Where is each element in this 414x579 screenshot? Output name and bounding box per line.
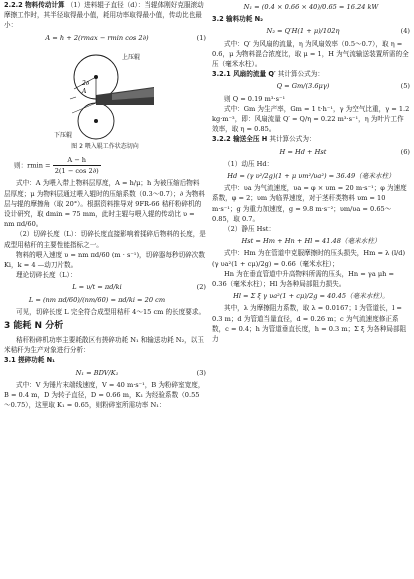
equation-hst-body: Hst = Hm + Hn + Hl = 41.48（毫米水柱） bbox=[241, 237, 381, 246]
equation-6-number: (6) bbox=[400, 147, 410, 156]
section-3-1-title: 3.1 搓碎功耗 N₁ bbox=[4, 356, 56, 365]
equation-1 bbox=[4, 33, 206, 43]
equation-3-number: (3) bbox=[196, 368, 206, 377]
section-2-2-2-title: 2.2.2 物料传动计算 bbox=[4, 1, 65, 9]
section-3-title: 3 能耗 N 分析 bbox=[4, 321, 64, 332]
equation-hl-body: Hl = Σ ξ γ υa²(1 + cμ)/2g = 40.45（毫米水柱）。 bbox=[233, 292, 389, 301]
equation-5-then: 则 Q = 0.19 m³·s⁻¹ bbox=[224, 94, 286, 103]
equation-1-number: (1) bbox=[196, 33, 206, 42]
dynamic-pressure-title: （1）动压 Hd： bbox=[224, 159, 274, 168]
section-3-2-1-heading bbox=[212, 69, 410, 79]
final-where-paragraph: 其中，λ 为摩擦阻力系数，取 λ = 0.0167；l 为管道长，l = 0.3 m；d 为管道当量直径，d = 0.26 m；c 为气流速度修正系数，c = 0.4；h 为管道垂直长度，h = 0.3 m；Σ ξ 为各种局部阻力 bbox=[212, 304, 407, 344]
equation-6-body: H = Hd + Hst bbox=[279, 147, 327, 156]
static-pressure-title: （2）静压 Hst： bbox=[224, 225, 276, 234]
label-angle: 2∂ bbox=[82, 79, 89, 87]
conclusion-paragraph: 可见，切碎长度 L 完全符合成型用秸秆 4～15 cm 的长度要求。 bbox=[16, 307, 206, 316]
section-3-2-1-title: 3.2.1 风扇的流量 Q′ bbox=[212, 70, 276, 79]
equation-n1-result bbox=[212, 2, 410, 12]
label-a: A bbox=[82, 87, 87, 95]
label-upper-roller: 上压辊 bbox=[122, 53, 141, 61]
equation-2b-body: L = (nm πd/60)/(nm/60) = πd/ki = 20 cm bbox=[28, 295, 166, 304]
equation-hd bbox=[212, 171, 410, 181]
theory-l-label: 理论切碎长度（L）： bbox=[16, 271, 77, 280]
equation-1-body: A = h + 2(rmax − rmin cos 2∂) bbox=[45, 33, 149, 42]
equation-hl bbox=[212, 291, 410, 301]
equation-4-where: 式中：Q′ 为风扇的流量，η 为风扇效率（0.5～0.7），取 η = 0.6，μ 为物料混合浓度比，取 μ = 1，H 为气流输送装置所需的全压（毫米水柱）。 bbox=[212, 39, 409, 69]
dynamic-pressure-where: 式中：υa 为气流速度，υa = φ × υm = 20 m·s⁻¹；φ 为速度系数，φ = 2；υm 为临界速度，对于茎秆类物料 υm = 10 m·s⁻¹；g 为重力加速度，g = 9.8 m·s⁻²；υm/υa = 0.65～0.85，取 0.7。 bbox=[212, 184, 407, 223]
equation-4-body: N₂ = Q′H(1 + μ)/102η bbox=[266, 27, 340, 36]
equation-hst bbox=[212, 236, 410, 246]
label-lower-roller: 下压辊 bbox=[54, 131, 73, 139]
equation-2b bbox=[4, 295, 206, 305]
equation-6 bbox=[212, 147, 410, 157]
right-column bbox=[212, 0, 410, 344]
section-3-2-2-title: 3.2.2 输送全压 H bbox=[212, 135, 268, 144]
figure-2-caption: 图 2 喂入辊工作状态切向 bbox=[71, 142, 139, 150]
equation-rmin bbox=[4, 155, 206, 176]
feed-speed-paragraph: 物料的喂入速度 υ = nm πd/60 (m · s⁻¹)，切碎器每秒切碎次数 Ki，k = 4 —动刀片数。 bbox=[4, 250, 205, 270]
equation-2-number: (2) bbox=[196, 283, 206, 292]
where-paragraph-1: 式中：A 为喂入带上物料层厚度，A = h/μ；h 为被压缩后物料层厚度；μ 为物料层通过喂入辊时的压缩系数（0.3～0.7）；∂ 为物料层与辊的摩擦角（取 20°）。根据资料推导对 9FR-66 秸秆粉碎机的设计研究，取 dmin = 75 mm，此时主辊与喂入辊的传动比 υ = nm πd/60。 bbox=[4, 179, 205, 229]
equation-hd-body: Hd = (γ υ²/2g)(1 + μ υm²/υa²) = 36.49（毫米水柱） bbox=[227, 172, 395, 181]
section-3-2-1-text: 其计算公式为： bbox=[277, 70, 324, 79]
figure-2 bbox=[4, 45, 206, 141]
section-2-2-2-paragraph bbox=[4, 0, 206, 31]
section-2-2-2-intro: （1）进料辊子直径（d）：当辊体刚好克服滚动摩擦工作时，其半径取得最小值，耗用功率取得最小值，传动比也最小： bbox=[4, 1, 204, 30]
equation-4 bbox=[212, 26, 410, 36]
section-3-intro: 秸秆粉碎机功率主要耗散区有搓碎功耗 N₁ 和输送功耗 N₂，以玉米秸秆为生产对象进行分析： bbox=[4, 336, 204, 355]
equation-5-where: 式中：Gm 为生产率，Gm = 1 t·h⁻¹，γ 为空气比重，γ = 1.2 kg·m⁻³，即：风扇流量 Q′ = Q/η = 0.22 m³·s⁻¹，η 为叶片工作效率，取 η = 0.85。 bbox=[212, 104, 410, 134]
rmin-numerator: A − h bbox=[53, 155, 101, 166]
equation-3 bbox=[4, 368, 206, 378]
roller-diagram bbox=[4, 45, 206, 141]
section-3-2-2-heading bbox=[212, 134, 410, 144]
rmin-prefix: 则：rmin = bbox=[14, 161, 51, 170]
left-column bbox=[4, 0, 206, 410]
rmin-fraction bbox=[53, 155, 101, 176]
equation-2a bbox=[4, 282, 206, 292]
section-3-2-2-text: 其计算公式为： bbox=[269, 135, 316, 144]
equation-n1-body: N₁ = (0.4 × 0.66 × 40)/0.65 = 16.24 kW bbox=[243, 3, 379, 11]
equation-5 bbox=[212, 81, 410, 91]
cut-length-intro: （2）切碎长度（L）：切碎长度直接影响着揉碎后物料的长度，是成型用秸秆的主要性能指标之一。 bbox=[4, 230, 206, 249]
equation-5-body: Q = Gm/(3.6μγ) bbox=[276, 82, 330, 91]
equation-3-where: 式中：V 为锤片末端线速度，V = 40 m·s⁻¹，B 为粉碎室宽度，B = 0.4 m，D 为转子直径，D = 0.66 m，K₁ 为经验系数（0.55～0.75），这里取 K₁ = 0.65，则粉碎室所需功率 N₁： bbox=[4, 380, 205, 410]
section-3-2-title: 3.2 输料功耗 N₂ bbox=[212, 15, 264, 24]
equation-5-number: (5) bbox=[400, 82, 410, 91]
hn-paragraph: Hn 为在垂直管道中升高物料所需的压头，Hn = γa μh = 0.36（毫米水柱）；Hl 为各种局部阻力损失。 bbox=[212, 269, 395, 289]
equation-4-number: (4) bbox=[400, 27, 410, 36]
rmin-denominator: 2(1 − cos 2∂) bbox=[54, 167, 99, 176]
hm-paragraph: 式中：Hm 为在管道中克服摩擦时的压头损失，Hm = λ (l/d) (γ υa²(1 + cμ)/2g) = 0.66（毫米水柱）； bbox=[212, 249, 406, 268]
equation-2a-body: L = υ/t = πd/ki bbox=[72, 283, 122, 292]
equation-3-body: N₁ = BDV/K₁ bbox=[75, 368, 119, 377]
